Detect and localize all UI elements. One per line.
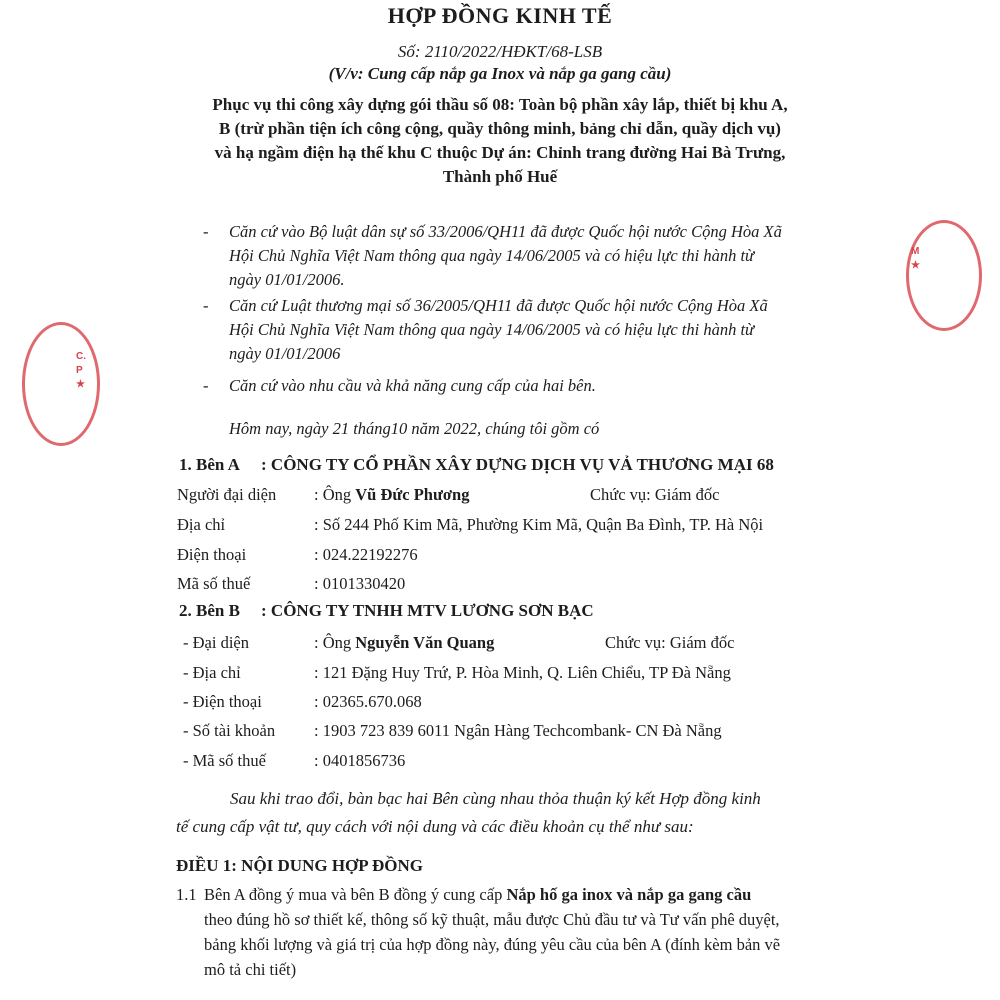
article-1-heading: ĐIỀU 1: NỘI DUNG HỢP ĐỒNG bbox=[176, 856, 423, 875]
legal-basis-line: Căn cứ vào Bộ luật dân sự số 33/2006/QH11 đã được Quốc hội nước Cộng Hòa Xã bbox=[229, 222, 782, 241]
party-a-rep-name: Vũ Đức Phương bbox=[355, 485, 470, 504]
legal-basis-line: Hội Chủ Nghĩa Việt Nam thông qua ngày 14/06/2005 và có hiệu lực thi hành từ bbox=[229, 246, 755, 265]
party-b-phone-label: - Điện thoại bbox=[183, 692, 262, 711]
party-b-rep bbox=[314, 633, 494, 653]
purpose-line: B (trừ phần tiện ích công cộng, quầy thông minh, bảng chỉ dẫn, quầy dịch vụ) bbox=[219, 119, 781, 138]
party-a-address: : Số 244 Phố Kim Mã, Phường Kim Mã, Quận Ba Đình, TP. Hà Nội bbox=[314, 515, 764, 534]
party-a-address-label: Địa chỉ bbox=[177, 515, 226, 534]
purpose-line: Thành phố Huế bbox=[442, 167, 558, 186]
article-1-line: mô tả chi tiết) bbox=[204, 960, 297, 979]
rep-prefix: : Ông bbox=[314, 485, 356, 504]
party-a-tax-label: Mã số thuế bbox=[177, 574, 251, 593]
party-b-label: 2. Bên B bbox=[179, 601, 240, 620]
article-1-line-prefix: Bên A đồng ý mua và bên B đồng ý cung cấp bbox=[204, 885, 507, 904]
right-stamp bbox=[906, 220, 982, 331]
party-a-position: Chức vụ: Giám đốc bbox=[590, 485, 720, 504]
article-1-line: bảng khối lượng và giá trị của hợp đồng này, đúng yêu cầu của bên A (đính kèm bản vẽ bbox=[204, 935, 781, 954]
right-stamp-text: M ★ bbox=[911, 246, 920, 271]
agreement-line: tế cung cấp vật tư, quy cách với nội dung và các điều khoản cụ thể như sau: bbox=[176, 817, 694, 836]
legal-basis-line: ngày 01/01/2006. bbox=[229, 270, 345, 289]
party-b-address: : 121 Đặng Huy Trứ, P. Hòa Minh, Q. Liên Chiểu, TP Đà Nẵng bbox=[314, 663, 731, 682]
contract-number: Số: 2110/2022/HĐKT/68-LSB bbox=[397, 42, 603, 61]
article-item-number: 1.1 bbox=[176, 885, 197, 904]
purpose-line: và hạ ngầm điện hạ thế khu C thuộc Dự án: Chỉnh trang đường Hai Bà Trưng, bbox=[214, 143, 786, 162]
bullet-dash: - bbox=[203, 376, 209, 395]
bullet-dash: - bbox=[203, 222, 209, 241]
party-b-position: Chức vụ: Giám đốc bbox=[605, 633, 735, 652]
legal-basis-line: Hội Chủ Nghĩa Việt Nam thông qua ngày 14/06/2005 và có hiệu lực thi hành từ bbox=[229, 320, 755, 339]
article-1-product: Nắp hố ga inox và nắp ga gang cầu bbox=[506, 885, 752, 904]
party-b-address-label: - Địa chỉ bbox=[183, 663, 241, 682]
party-a-label: 1. Bên A bbox=[179, 455, 240, 474]
contract-subject: (V/v: Cung cấp nắp ga Inox và nắp ga gang cầu) bbox=[328, 64, 672, 83]
party-b-rep-name: Nguyễn Văn Quang bbox=[355, 633, 495, 652]
party-a-phone-label: Điện thoại bbox=[177, 545, 247, 564]
party-b-name: : CÔNG TY TNHH MTV LƯƠNG SƠN BẠC bbox=[261, 601, 594, 620]
party-a-phone: : 024.22192276 bbox=[314, 545, 418, 564]
article-1-line bbox=[204, 885, 751, 905]
party-b-account: : 1903 723 839 6011 Ngân Hàng Techcombank- CN Đà Nẵng bbox=[314, 721, 722, 740]
left-stamp-text: C.P ★ bbox=[76, 351, 86, 390]
party-a-rep-label: Người đại diện bbox=[177, 485, 277, 504]
rep-prefix: : Ông bbox=[314, 633, 356, 652]
left-stamp bbox=[22, 322, 100, 446]
legal-basis-line: Căn cứ vào nhu cầu và khả năng cung cấp của hai bên. bbox=[229, 376, 596, 395]
legal-basis-line: Căn cứ Luật thương mại số 36/2005/QH11 đã được Quốc hội nước Cộng Hòa Xã bbox=[229, 296, 768, 315]
party-b-tax-label: - Mã số thuế bbox=[183, 751, 266, 770]
legal-basis-line: ngày 01/01/2006 bbox=[229, 344, 341, 363]
party-a-rep bbox=[314, 485, 469, 505]
party-a-name: : CÔNG TY CỔ PHẦN XÂY DỰNG DỊCH VỤ VẢ THƯƠNG MẠI 68 bbox=[261, 455, 774, 474]
agreement-line: Sau khi trao đổi, bàn bạc hai Bên cùng nhau thỏa thuận ký kết Hợp đồng kinh bbox=[230, 789, 761, 808]
party-b-rep-label: - Đại diện bbox=[183, 633, 249, 652]
purpose-line: Phục vụ thi công xây dựng gói thầu số 08: Toàn bộ phần xây lắp, thiết bị khu A, bbox=[212, 95, 788, 114]
contract-title: HỢP ĐỒNG KINH TẾ bbox=[387, 3, 613, 28]
party-b-account-label: - Số tài khoản bbox=[183, 721, 276, 740]
today-line: Hôm nay, ngày 21 tháng10 năm 2022, chúng tôi gồm có bbox=[229, 419, 600, 438]
bullet-dash: - bbox=[203, 296, 209, 315]
party-b-phone: : 02365.670.068 bbox=[314, 692, 422, 711]
party-a-tax: : 0101330420 bbox=[314, 574, 406, 593]
party-b-tax: : 0401856736 bbox=[314, 751, 406, 770]
article-1-line: theo đúng hồ sơ thiết kế, thông số kỹ thuật, mẫu được Chủ đầu tư và Tư vấn phê duyệt, bbox=[204, 910, 780, 929]
